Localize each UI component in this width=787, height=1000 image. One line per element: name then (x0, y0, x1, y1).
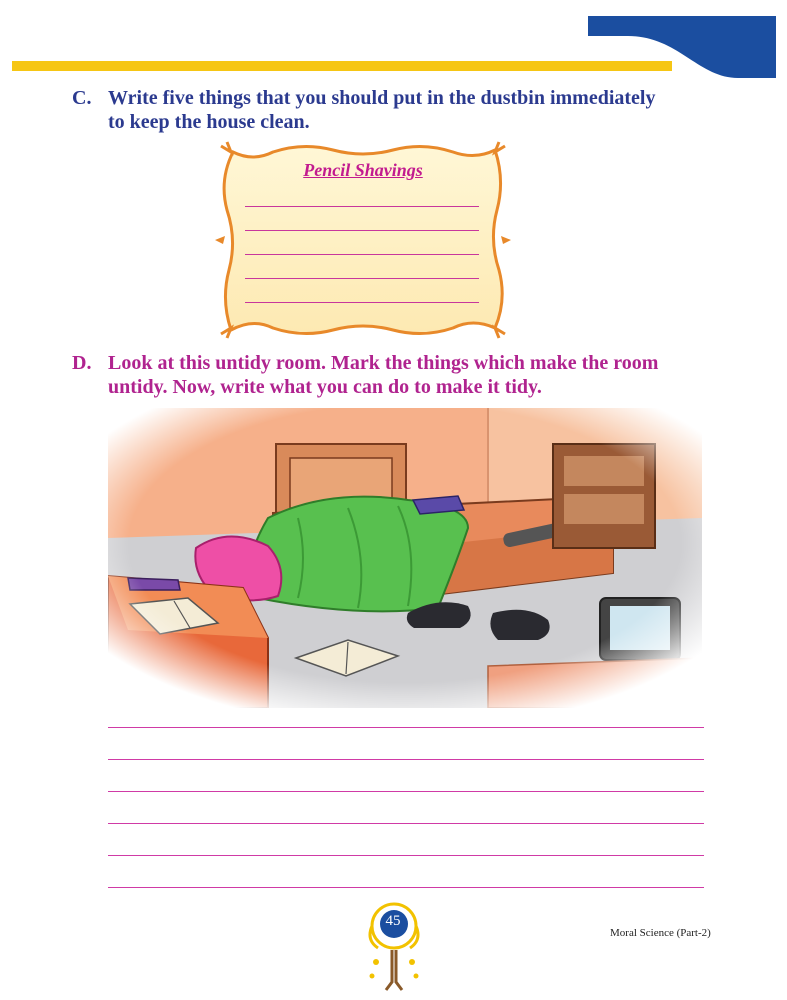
question-d-letter: D. (72, 352, 92, 374)
frame-writing-line[interactable] (245, 254, 479, 255)
question-c (72, 86, 722, 134)
header-yellow-band (12, 61, 672, 71)
question-c-line2: to keep the house clean. (108, 111, 310, 133)
frame-writing-line[interactable] (245, 206, 479, 207)
answer-line[interactable] (108, 759, 704, 760)
header-blue-tab (588, 16, 776, 78)
answer-line[interactable] (108, 727, 704, 728)
answer-line[interactable] (108, 887, 704, 888)
page-number: 45 (385, 913, 401, 929)
frame-example-answer: Pencil Shavings (303, 160, 423, 180)
answer-line[interactable] (108, 823, 704, 824)
question-c-letter: C. (72, 87, 92, 109)
question-d (72, 351, 722, 399)
frame-writing-line[interactable] (245, 302, 479, 303)
question-d-line1: Look at this untidy room. Mark the things which make the room (108, 352, 659, 374)
question-d-line2: untidy. Now, write what you can do to make it tidy. (108, 376, 542, 398)
frame-writing-line[interactable] (245, 230, 479, 231)
answer-line[interactable] (108, 855, 704, 856)
answer-line[interactable] (108, 791, 704, 792)
frame-writing-line[interactable] (245, 278, 479, 279)
untidy-room-illustration (108, 408, 702, 708)
book-title: Moral Science (Part-2) (610, 927, 711, 939)
question-c-line1: Write five things that you should put in the dustbin immediately (108, 87, 656, 109)
